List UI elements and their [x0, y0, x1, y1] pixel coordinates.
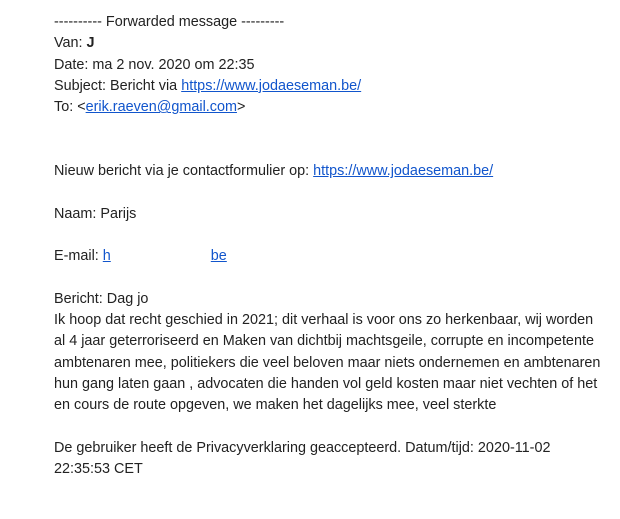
from-label: Van:: [54, 35, 83, 52]
date-label: Date:: [54, 56, 89, 73]
bericht-label: Bericht:: [54, 290, 103, 307]
to-email-link[interactable]: erik.raeven@gmail.com: [85, 99, 237, 116]
subject-link[interactable]: https://www.jodaeseman.be/: [181, 77, 362, 94]
intro-link[interactable]: https://www.jodaeseman.be/: [313, 163, 494, 180]
intro-text: Nieuw bericht via je contactformulier op:: [54, 163, 310, 180]
email-line: [54, 246, 606, 267]
sender-email-end: be: [210, 248, 227, 265]
from-line: [54, 33, 606, 54]
forward-header: ---------- Forwarded message ---------: [54, 14, 285, 30]
date-value: ma 2 nov. 2020 om 22:35: [92, 56, 255, 73]
email-message-body: [54, 12, 606, 481]
naam-label: Naam:: [54, 205, 97, 222]
blank-space: [54, 417, 606, 438]
to-label: To:: [54, 99, 74, 116]
sender-email-start: h: [102, 248, 111, 265]
subject-line: [54, 76, 606, 97]
intro-line: [54, 161, 606, 182]
to-line: [54, 97, 606, 118]
to-open-bracket: <: [77, 99, 86, 116]
privacy-text: De gebruiker heeft de Privacyverklaring geaccepteerd. Datum/tijd: 2020-11-02 22:35:53 CET: [54, 439, 551, 478]
subject-text: Bericht via: [110, 77, 178, 94]
blank-space: [54, 268, 606, 289]
date-line: [54, 55, 606, 76]
email-label: E-mail:: [54, 248, 99, 265]
to-close-bracket: >: [236, 99, 246, 116]
redacted-email: [111, 249, 211, 263]
bericht-first: Dag jo: [106, 290, 149, 307]
bericht-text: Ik hoop dat recht geschied in 2021; dit verhaal is voor ons zo herkenbaar, wij worden al 4 jaar geterroriseerd en Maken van dichtbij machtsgeile, corrupte en incompetente ambtenaren mee, politiekers die veel beloven maar niets ondernemen en ambtenaren hun gang laten gaan , advocaten die handen vol geld kosten maar niet vechten of het en cours de route opgeven, we maken het dagelijks mee, veel sterkte: [54, 312, 601, 414]
bericht-line: [54, 289, 606, 310]
redacted-sender: [95, 37, 99, 51]
naam-value: Parijs: [100, 205, 137, 222]
sender-email-link[interactable]: [103, 248, 227, 264]
blank-space: [54, 118, 606, 161]
subject-label: Subject:: [54, 77, 106, 94]
blank-space: [54, 182, 606, 203]
blank-space: [54, 225, 606, 246]
from-value: J: [86, 35, 95, 52]
naam-line: [54, 204, 606, 225]
